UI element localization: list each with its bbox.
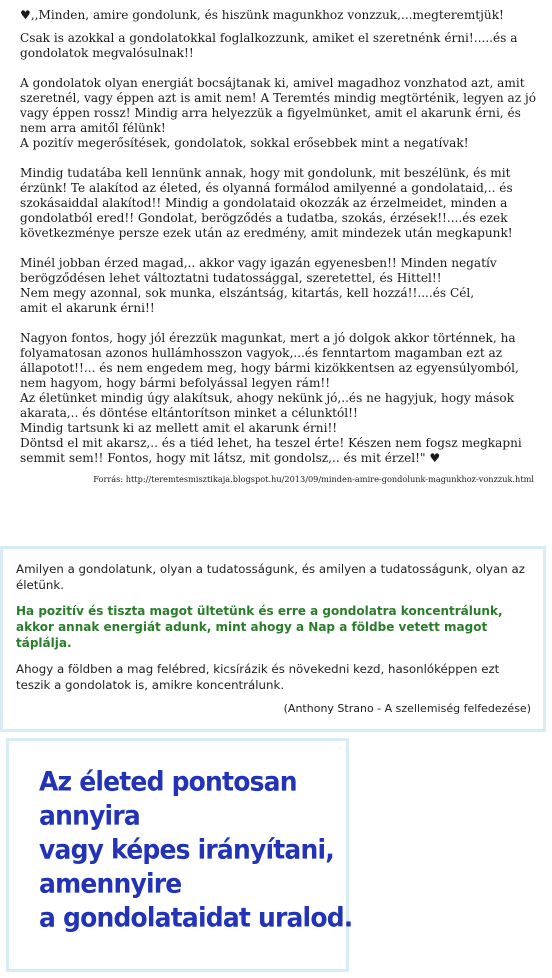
article-paragraph: [20, 331, 542, 466]
paragraph-line: Minél jobban érzed magad,.. akkor vagy igazán egyenesben!! Minden negatív berögződésen lehet változtatni tudatossággal, szeretettel, és Hittel!!: [20, 256, 497, 285]
article-intro: Csak is azokkal a gondolatokkal foglalkozzunk, amiket el szeretnénk érni!.....és a gondolatok megvalósulnak!!: [20, 31, 518, 60]
banner-line: vagy képes irányítani,: [39, 833, 334, 866]
quote-banner: [6, 738, 353, 972]
article-paragraph: [20, 256, 542, 316]
article-paragraph: [20, 166, 542, 241]
article-title: ♥,,Minden, amire gondolunk, és hiszünk magunkhoz vonzzuk,...megteremtjük!: [20, 8, 504, 22]
paragraph-line: Az életünket mindig úgy alakítsuk, ahogy nekünk jó,..és ne hagyjuk, hogy mások akarata,.. és döntése eltántorítson minket a célunktól!!: [20, 391, 515, 420]
paragraph-line: A pozitív megerősítések, gondolatok, sokkal erősebbek mint a negatívak!: [20, 136, 469, 150]
quote-paragraph: Amilyen a gondolatunk, olyan a tudatosságunk, és amilyen a tudatosságunk, olyan az életünk.: [16, 562, 525, 592]
paragraph-line: A gondolatok olyan energiát bocsájtanak ki, amivel magadhoz vonzhatod azt, amit szeretnél, vagy éppen azt is amit nem! A Teremtés mindig megtörténik, legyen az jó vagy éppen rossz! Mindig arra helyezzük a figyelmünket, amit el akarunk érni, és nem arra amitől félünk!: [20, 76, 536, 135]
quote-paragraph: Ahogy a földben a mag felébred, kicsírázik és növekedni kezd, hasonlóképpen ezt teszik a gondolatok is, amikre koncentrálunk.: [16, 662, 500, 692]
paragraph-line: amit el akarunk érni!!: [20, 301, 155, 315]
quote-highlight: Ha pozitív és tiszta magot ültetünk és erre a gondolatra koncentrálunk, akkor annak energiát adunk, mint ahogy a Nap a földbe vetett magot táplálja.: [16, 604, 503, 650]
source-link[interactable]: Forrás: http://teremtesmisztikaja.blogspot.hu/2013/09/minden-amire-gondolunk-magunkhoz-vonzzuk.html: [93, 474, 534, 484]
paragraph-line: Nem megy azonnal, sok munka, elszántság, kitartás, kell hozzá!!....és Cél,: [20, 286, 475, 300]
quote-author: (Anthony Strano - A szellemiség felfedezése): [283, 702, 531, 715]
paragraph-line: Mindig tudatába kell lennünk annak, hogy mit gondolunk, mit beszélünk, és mit érzünk! Te alakítod az életed, és olyanná formálod amilyenné a gondolataid,.. és szokásaiddal alakítod!! Mindig a gondolataid okozzák az érzelmeidet, minden a gondolatból ered!! Gondolat, berögződés a tudatba, szokás, érzések!!....és ezek következménye persze ezek után az eredmény, amit mindezek után megkapunk!: [20, 166, 513, 240]
banner-line: a gondolataidat uralod.: [39, 901, 353, 934]
article-paragraph: [20, 76, 542, 151]
banner-line: Az életed pontosan: [39, 765, 297, 798]
quote-box: [0, 546, 546, 732]
paragraph-line: Döntsd el mit akarsz,.. és a tiéd lehet, ha teszel érte! Készen nem fogsz megkapni semmit sem!! Fontos, hogy mit látsz, mit gondolsz,.. és mit érzel!" ♥: [20, 436, 522, 465]
banner-line: amennyire: [39, 867, 182, 900]
paragraph-line: Mindig tartsunk ki az mellett amit el akarunk érni!!: [20, 421, 338, 435]
banner-line: annyira: [39, 799, 140, 832]
paragraph-line: Nagyon fontos, hogy jól érezzük magunkat, mert a jó dolgok akkor történnek, ha folyamatosan azonos hullámhosszon vagyok,...és fenntartom magamban ezt az állapotot!!... és nem engedem meg, hogy bármi kizökkentsen az egyensúlyomból, nem hagyom, hogy bármi befolyással legyen rám!!: [20, 331, 519, 390]
article: [0, 0, 552, 484]
